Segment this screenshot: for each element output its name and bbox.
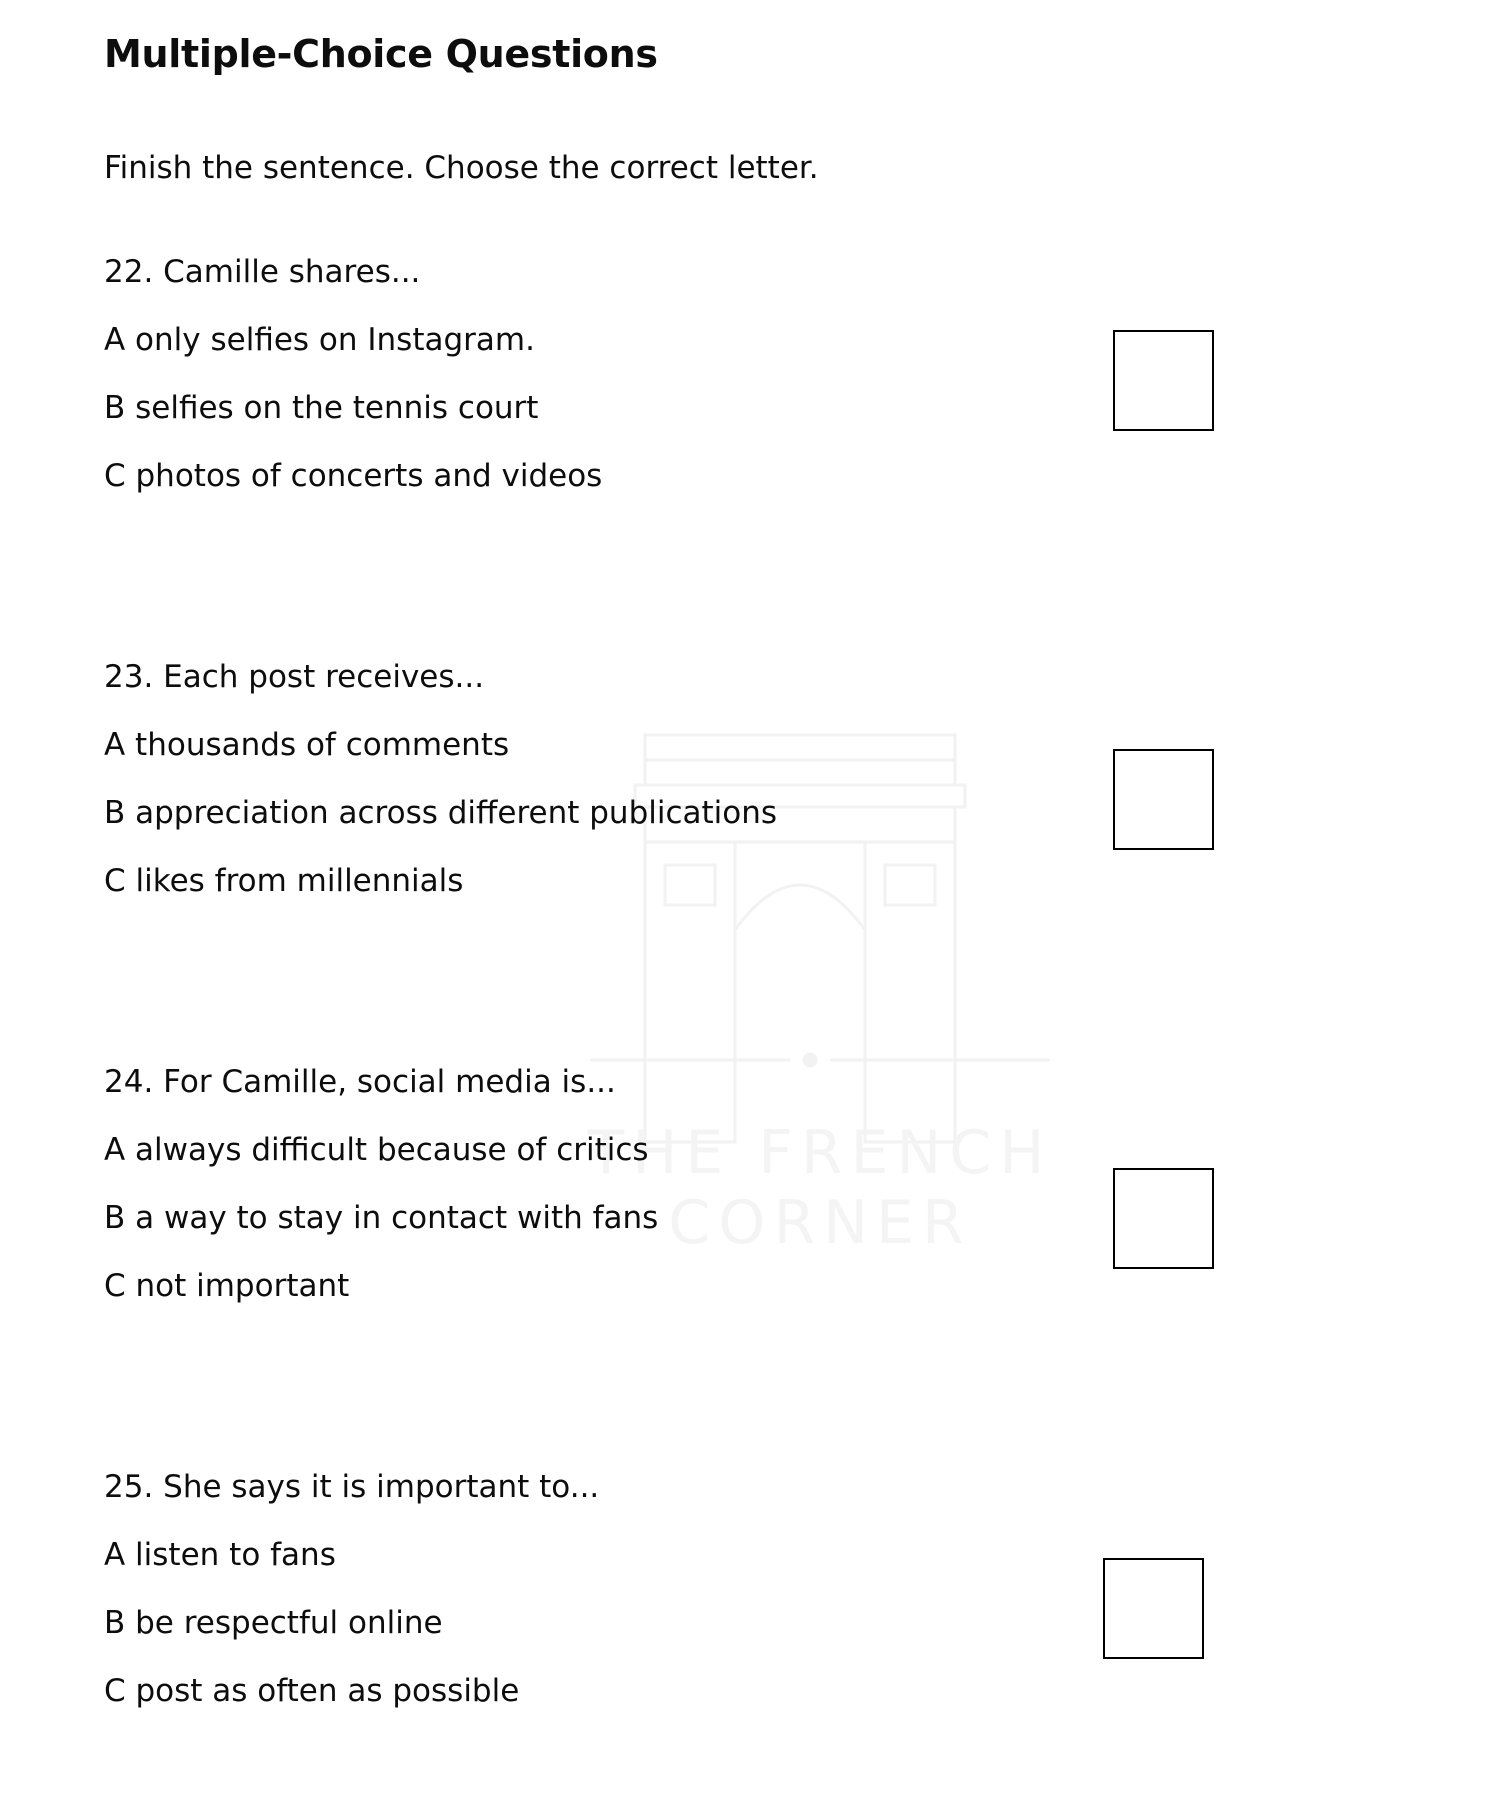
option-b: B selfies on the tennis court bbox=[104, 390, 539, 426]
page-title: Multiple-Choice Questions bbox=[104, 32, 658, 76]
question-25 bbox=[104, 1469, 1404, 1769]
answer-box-24[interactable] bbox=[1113, 1168, 1214, 1269]
instruction-text: Finish the sentence. Choose the correct letter. bbox=[104, 150, 819, 186]
option-b: B a way to stay in contact with fans bbox=[104, 1200, 659, 1236]
option-c: C post as often as possible bbox=[104, 1673, 520, 1709]
option-b: B be respectful online bbox=[104, 1605, 443, 1641]
option-c: C not important bbox=[104, 1268, 350, 1304]
option-c: C likes from millennials bbox=[104, 863, 464, 899]
question-prompt: 22. Camille shares... bbox=[104, 254, 421, 290]
watermark-text: THE FRENCH CORNER bbox=[587, 1118, 1053, 1258]
question-prompt: 24. For Camille, social media is... bbox=[104, 1064, 616, 1100]
question-prompt: 23. Each post receives... bbox=[104, 659, 485, 695]
answer-box-22[interactable] bbox=[1113, 330, 1214, 431]
answer-box-23[interactable] bbox=[1113, 749, 1214, 850]
option-a: A always difficult because of critics bbox=[104, 1132, 649, 1168]
option-a: A only selfies on Instagram. bbox=[104, 322, 535, 358]
answer-box-25[interactable] bbox=[1103, 1558, 1204, 1659]
option-a: A thousands of comments bbox=[104, 727, 510, 763]
option-c: C photos of concerts and videos bbox=[104, 458, 603, 494]
option-a: A listen to fans bbox=[104, 1537, 336, 1573]
option-b: B appreciation across different publications bbox=[104, 795, 778, 831]
question-prompt: 25. She says it is important to... bbox=[104, 1469, 600, 1505]
